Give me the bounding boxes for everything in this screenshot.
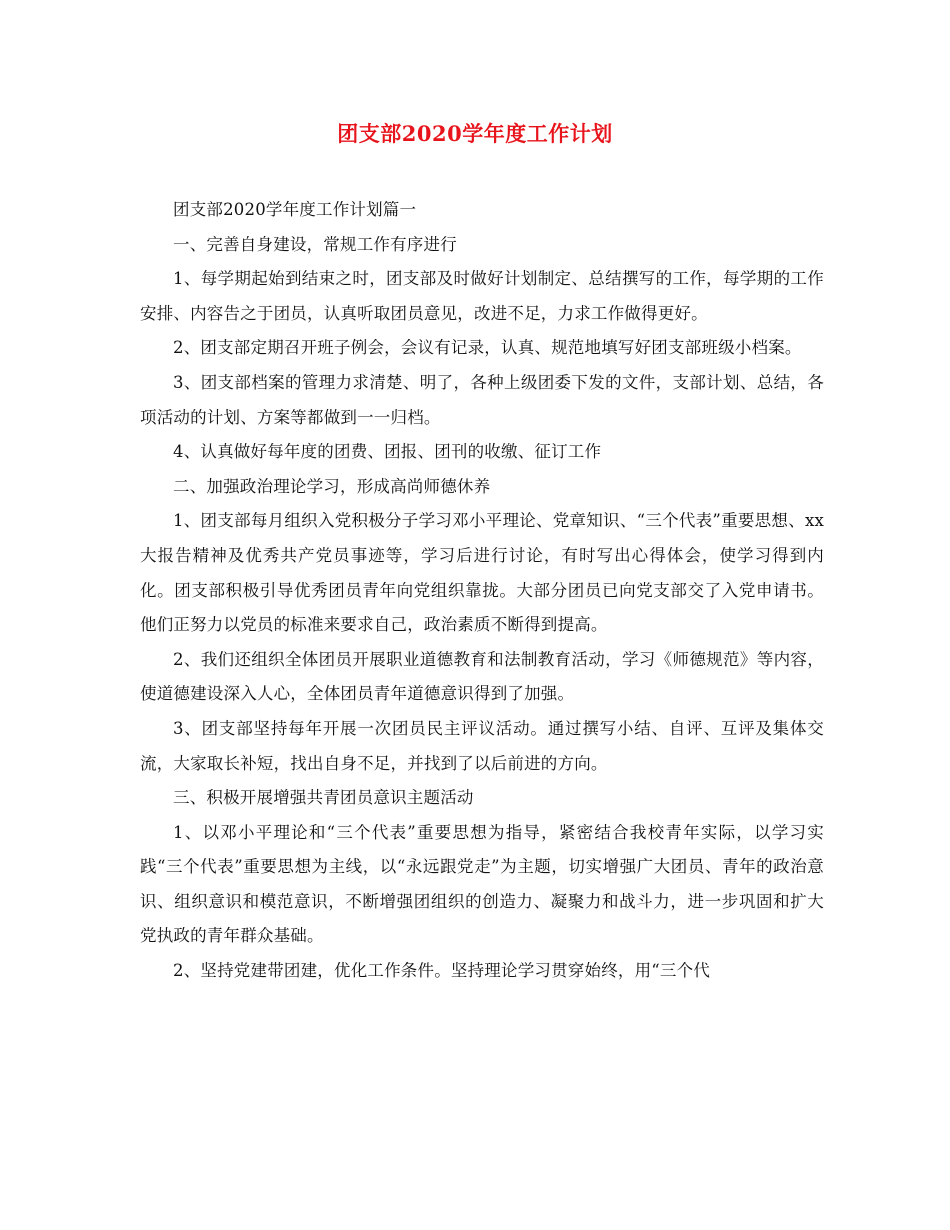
paragraph-9: 2、我们还组织全体团员开展职业道德教育和法制教育活动，学习《师德规范》等内容，使道德建设深入人心，全体团员青年道德意识得到了加强。 <box>140 649 824 704</box>
paragraph-7: 二、加强政治理论学习，形成高尚师德休养 <box>173 476 491 496</box>
paragraph-6: 4、认真做好每年度的团费、团报、团刊的收缴、征订工作 <box>173 442 602 462</box>
paragraph-5: 3、团支部档案的管理力求清楚、明了，各种上级团委下发的文件，支部计划、总结，各项活动的计划、方案等都做到一一归档。 <box>140 372 824 427</box>
document-title: 团支部2020学年度工作计划 <box>337 121 613 146</box>
paragraph-10: 3、团支部坚持每年开展一次团员民主评议活动。通过撰写小结、自评、互评及集体交流，大家取长补短，找出自身不足，并找到了以后前进的方向。 <box>140 718 824 773</box>
paragraph-3: 1、每学期起始到结束之时，团支部及时做好计划制定、总结撰写的工作，每学期的工作安排、内容告之于团员，认真听取团员意见，改进不足，力求工作做得更好。 <box>140 269 824 323</box>
document-body <box>140 193 824 989</box>
paragraph-4: 2、团支部定期召开班子例会，会议有记录，认真、规范地填写好团支部班级小档案。 <box>173 338 802 358</box>
paragraph-11: 三、积极开展增强共青团员意识主题活动 <box>173 788 474 808</box>
paragraph-12: 1、以邓小平理论和“三个代表”重要思想为指导，紧密结合我校青年实际，以学习实践“三个代表”重要思想为主线，以“永远跟党走”为主题，切实增强广大团员、青年的政治意识、组织意识和模范意识，不断增强团组织的创造力、凝聚力和战斗力，进一步巩固和扩大党执政的青年群众基础。 <box>140 822 824 946</box>
paragraph-2: 一、完善自身建设，常规工作有序进行 <box>173 234 457 254</box>
paragraph-8: 1、团支部每月组织入党积极分子学习邓小平理论、党章知识、“三个代表”重要思想、xx大报告精神及优秀共产党员事迹等，学习后进行讨论，有时写出心得体会，使学习得到内化。团支部积极引导优秀团员青年向党组织靠拢。大部分团员已向党支部交了入党申请书。他们正努力以党员的标准来要求自己，政治素质不断得到提高。 <box>140 511 824 635</box>
paragraph-1: 团支部2020学年度工作计划篇一 <box>173 200 417 219</box>
paragraph-13: 2、坚持党建带团建，优化工作条件。坚持理论学习贯穿始终，用“三个代 <box>173 961 711 981</box>
